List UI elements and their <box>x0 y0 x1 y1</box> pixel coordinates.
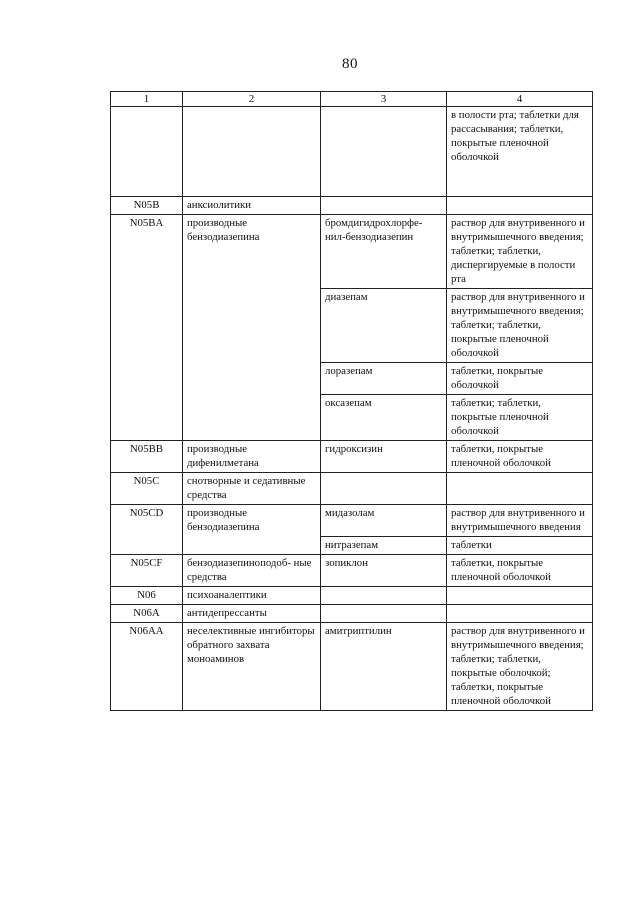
forms-cell: в полости рта; таблетки для рассасывания; таблетки, покрытые пленочной оболочкой <box>447 107 593 197</box>
code-cell: N06A <box>111 605 183 623</box>
header-col-4: 4 <box>447 92 593 107</box>
code-cell: N05BB <box>111 441 183 473</box>
drug-cell: диазепам <box>321 289 447 363</box>
drug-cell: мидазолам <box>321 505 447 537</box>
table-row <box>111 441 593 473</box>
drug-cell: амитриптилин <box>321 623 447 711</box>
table-row <box>111 215 593 289</box>
forms-cell: таблетки, покрытые оболочкой <box>447 363 593 395</box>
forms-cell <box>447 587 593 605</box>
code-cell: N05CF <box>111 555 183 587</box>
forms-cell <box>447 473 593 505</box>
drug-cell <box>321 107 447 197</box>
table-row <box>111 587 593 605</box>
group-cell: анксиолитики <box>183 197 321 215</box>
forms-cell: раствор для внутривенного и внутримышечного введения <box>447 505 593 537</box>
drug-cell: зопиклон <box>321 555 447 587</box>
code-cell: N05B <box>111 197 183 215</box>
group-cell <box>183 107 321 197</box>
table-row <box>111 555 593 587</box>
code-cell <box>111 107 183 197</box>
forms-cell: таблетки <box>447 537 593 555</box>
table-header-row <box>111 92 593 107</box>
page-number: 80 <box>342 56 358 72</box>
forms-cell: раствор для внутривенного и внутримышечного введения; таблетки; таблетки, покрытые пленочной оболочкой <box>447 289 593 363</box>
group-cell: антидепрессанты <box>183 605 321 623</box>
forms-cell: таблетки, покрытые пленочной оболочкой <box>447 555 593 587</box>
drug-cell: оксазепам <box>321 395 447 441</box>
drug-table <box>110 91 593 711</box>
group-cell: снотворные и седативные средства <box>183 473 321 505</box>
drug-cell <box>321 605 447 623</box>
forms-cell <box>447 197 593 215</box>
table-row <box>111 473 593 505</box>
drug-cell <box>321 473 447 505</box>
table-row <box>111 623 593 711</box>
forms-cell <box>447 605 593 623</box>
drug-cell: бромдигидрохлорфе- нил-бензодиазепин <box>321 215 447 289</box>
drug-cell <box>321 197 447 215</box>
table-row <box>111 505 593 537</box>
drug-cell: нитразепам <box>321 537 447 555</box>
forms-cell: раствор для внутривенного и внутримышечного введения; таблетки; таблетки, покрытые оболочкой; таблетки, покрытые пленочной оболочкой <box>447 623 593 711</box>
forms-cell: таблетки; таблетки, покрытые пленочной оболочкой <box>447 395 593 441</box>
group-cell: производные бензодиазепина <box>183 505 321 555</box>
group-cell: бензодиазепиноподоб- ные средства <box>183 555 321 587</box>
group-cell: производные бензодиазепина <box>183 215 321 441</box>
drug-cell: лоразепам <box>321 363 447 395</box>
drug-cell: гидроксизин <box>321 441 447 473</box>
code-cell: N05C <box>111 473 183 505</box>
forms-cell: раствор для внутривенного и внутримышечного введения; таблетки; таблетки, диспергируемые в полости рта <box>447 215 593 289</box>
header-col-3: 3 <box>321 92 447 107</box>
table-row <box>111 197 593 215</box>
code-cell: N05BA <box>111 215 183 441</box>
group-cell: неселективные ингибиторы обратного захвата моноаминов <box>183 623 321 711</box>
code-cell: N06 <box>111 587 183 605</box>
drug-cell <box>321 587 447 605</box>
table-row <box>111 605 593 623</box>
code-cell: N05CD <box>111 505 183 555</box>
header-col-1: 1 <box>111 92 183 107</box>
table-row <box>111 107 593 197</box>
forms-cell: таблетки, покрытые пленочной оболочкой <box>447 441 593 473</box>
header-col-2: 2 <box>183 92 321 107</box>
code-cell: N06AA <box>111 623 183 711</box>
group-cell: производные дифенилметана <box>183 441 321 473</box>
group-cell: психоаналептики <box>183 587 321 605</box>
